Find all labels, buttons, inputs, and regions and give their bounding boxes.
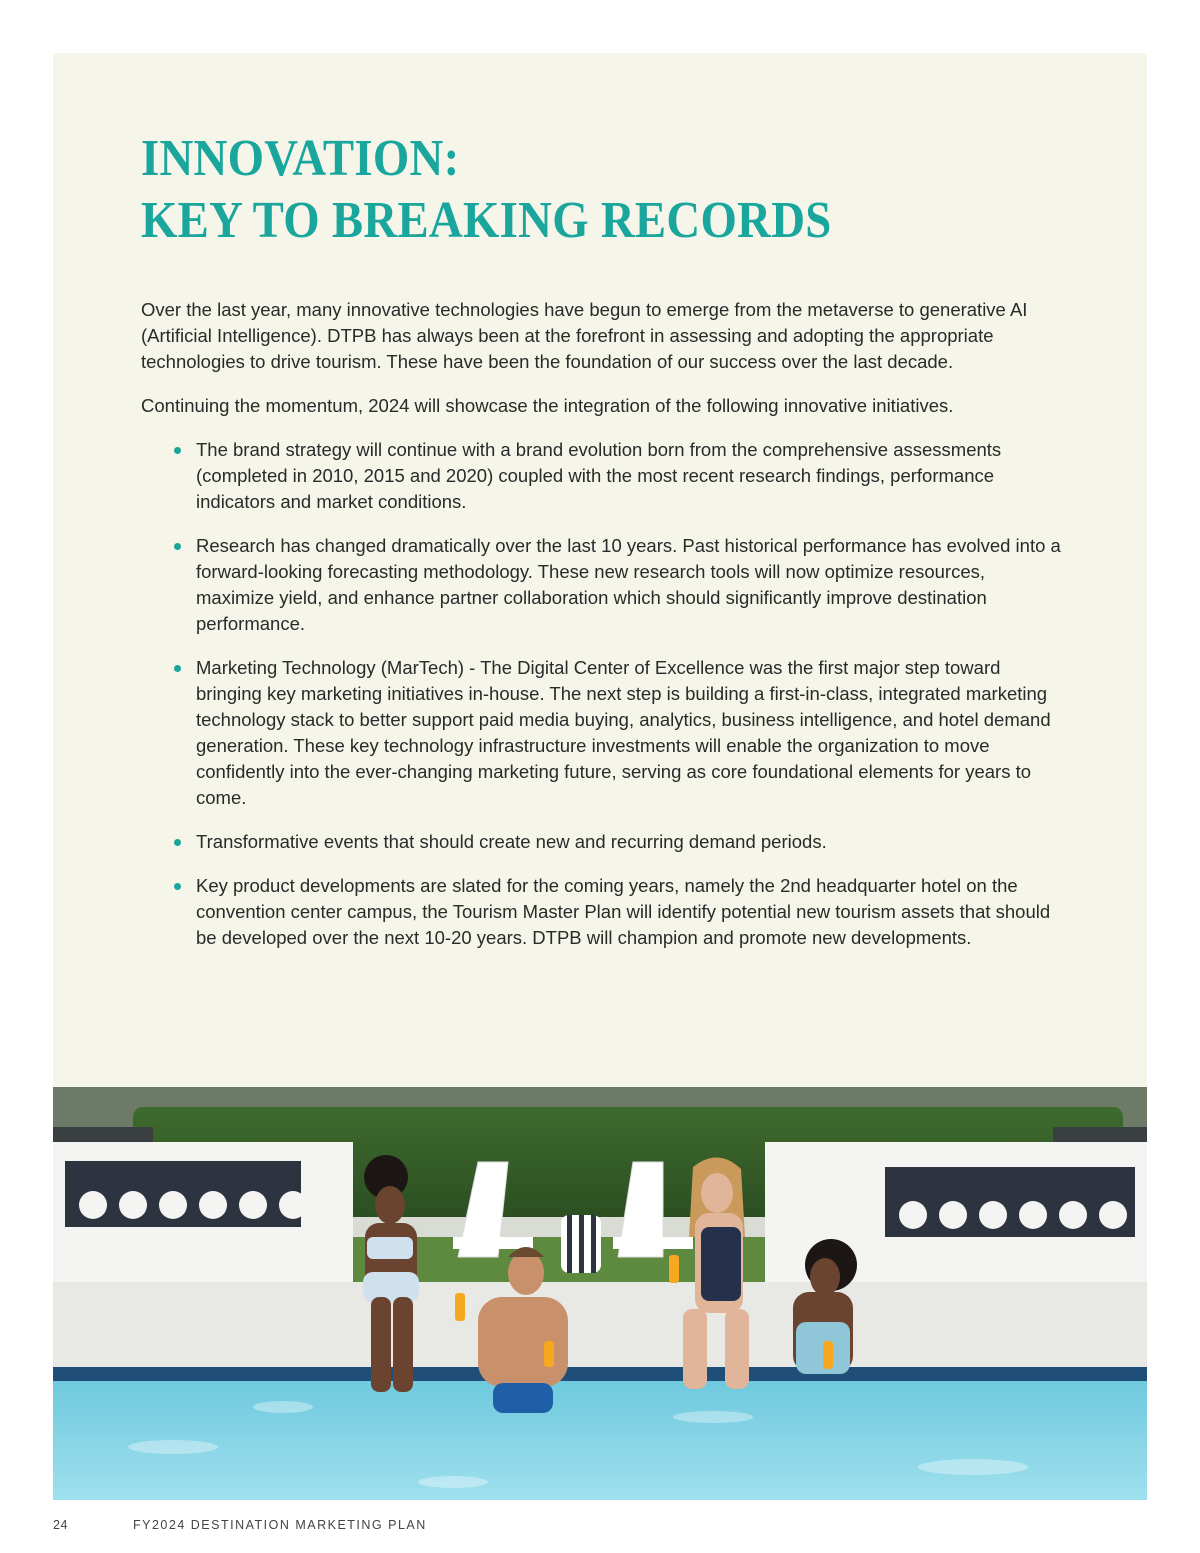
- pool-tile-border: [53, 1367, 1147, 1381]
- list-item-text: Transformative events that should create new and recurring demand periods.: [196, 831, 827, 852]
- list-item-text: The brand strategy will continue with a brand evolution born from the comprehensive assessments (completed in 2010, 2015 and 2020) coupled with the most recent research findings, performance indicators and market conditions.: [196, 439, 1002, 512]
- bullet-dot-icon: [174, 447, 181, 454]
- list-item: [196, 533, 1071, 637]
- bullet-dot-icon: [174, 883, 181, 890]
- bullet-dot-icon: [174, 839, 181, 846]
- body-text: [141, 297, 1071, 969]
- page-title: [141, 128, 832, 252]
- breeze-block-right: [885, 1167, 1135, 1237]
- bullet-dot-icon: [174, 665, 181, 672]
- footer-document-title: FY2024 DESTINATION MARKETING PLAN: [133, 1518, 427, 1532]
- list-item-text: Key product developments are slated for the coming years, namely the 2nd headquarter hotel on the convention center campus, the Tourism Master Plan will identify potential new tourism assets that should be developed over the next 10-20 years. DTPB will champion and promote new developments.: [196, 875, 1051, 948]
- page-number: 24: [53, 1518, 68, 1532]
- list-item: [196, 829, 1071, 855]
- pool-water: [53, 1381, 1147, 1500]
- list-item: [196, 655, 1071, 811]
- bullet-dot-icon: [174, 543, 181, 550]
- initiatives-list: [141, 437, 1071, 951]
- striped-side-table: [561, 1215, 601, 1273]
- pool-scene-illustration: [53, 1087, 1147, 1500]
- page-footer: [0, 1518, 1200, 1538]
- page-title-line-1: INNOVATION:: [141, 130, 460, 187]
- list-item-text: Marketing Technology (MarTech) - The Digital Center of Excellence was the first major step toward bringing key marketing initiatives in-house. The next step is building a first-in-class, integrated marketing technology stack to better support paid media buying, analytics, business intelligence, and hotel demand generation. These key technology infrastructure investments will enable the organization to move confidently into the ever-changing marketing future, serving as core foundational elements for years to come.: [196, 657, 1051, 808]
- list-item: [196, 873, 1071, 951]
- pool-photo: [53, 1087, 1147, 1500]
- lead-in-paragraph: Continuing the momentum, 2024 will showcase the integration of the following innovative initiatives.: [141, 395, 954, 416]
- intro-paragraph: Over the last year, many innovative technologies have begun to emerge from the metaverse to generative AI (Artificial Intelligence). DTPB has always been at the forefront in assessing and adopting the appropriate technologies to drive tourism. These have been the foundation of our success over the last decade.: [141, 299, 1028, 372]
- list-item: [196, 437, 1071, 515]
- list-item-text: Research has changed dramatically over the last 10 years. Past historical performance has evolved into a forward-looking forecasting methodology. These new research tools will now optimize resources, maximize yield, and enhance partner collaboration which should significantly improve destination performance.: [196, 535, 1061, 634]
- page-title-line-2: KEY TO BREAKING RECORDS: [141, 192, 832, 249]
- pool-deck: [53, 1282, 1147, 1367]
